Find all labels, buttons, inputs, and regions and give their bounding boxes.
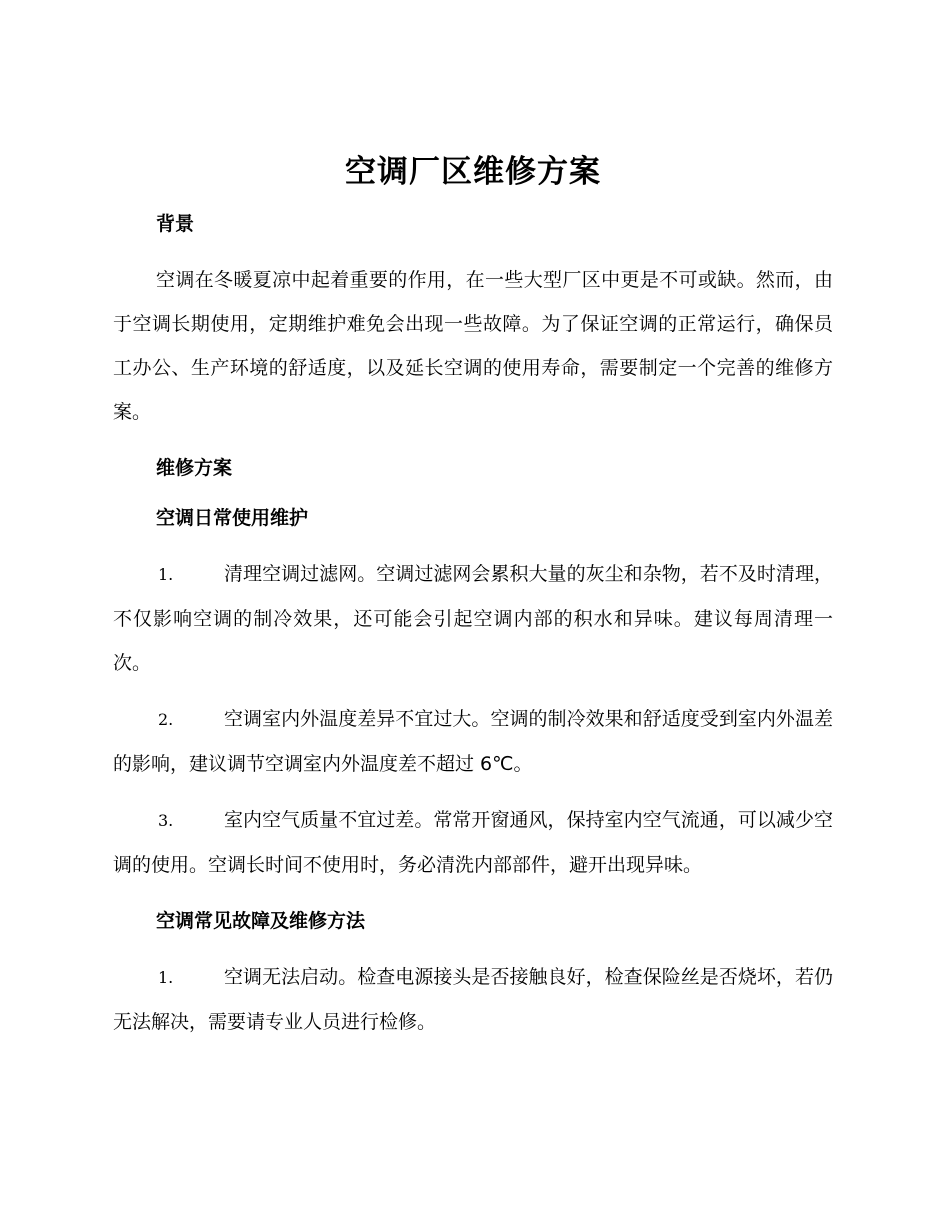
list-item [113,552,833,685]
spacer [113,887,833,899]
spacer [113,540,833,552]
spacer [113,246,833,258]
list-item-number: 1. [158,968,174,987]
section-heading-background: 背景 [156,213,195,235]
spacer [113,786,833,798]
list-item-text: 空调无法启动。检查电源接头是否接触良好，检查保险丝是否烧坏，若仍无法解决，需要请专业人员进行检修。 [113,966,833,1033]
document-content [113,148,833,1044]
section-heading-common-faults: 空调常见故障及维修方法 [156,910,366,932]
section-heading-daily-maintenance: 空调日常使用维护 [156,507,309,529]
spacer [113,685,833,697]
spacer [113,434,833,446]
document-title: 空调厂区维修方案 [345,154,601,190]
list-item [113,798,833,887]
list-item-text: 室内空气质量不宜过差。常常开窗通风，保持室内空气流通，可以减少空调的使用。空调长时间不使用时，务必清洗内部部件，避开出现异味。 [113,809,833,876]
section-heading-plan: 维修方案 [156,457,233,479]
list-item-text: 空调室内外温度差异不宜过大。空调的制冷效果和舒适度受到室内外温差的影响，建议调节空调室内外温度差不超过 6℃。 [113,708,833,775]
list-item [113,955,833,1044]
list-item-number: 2. [158,710,174,729]
list-item [113,697,833,786]
list-item-text: 清理空调过滤网。空调过滤网会累积大量的灰尘和杂物，若不及时清理，不仅影响空调的制冷效果，还可能会引起空调内部的积水和异味。建议每周清理一次。 [113,563,833,674]
background-paragraph: 空调在冬暖夏凉中起着重要的作用，在一些大型厂区中更是不可或缺。然而，由于空调长期使用，定期维护难免会出现一些故障。为了保证空调的正常运行，确保员工办公、生产环境的舒适度，以及延长空调的使用寿命，需要制定一个完善的维修方案。 [113,269,833,423]
spacer [113,943,833,955]
list-item-number: 3. [158,811,174,830]
list-item-number: 1. [158,565,174,584]
